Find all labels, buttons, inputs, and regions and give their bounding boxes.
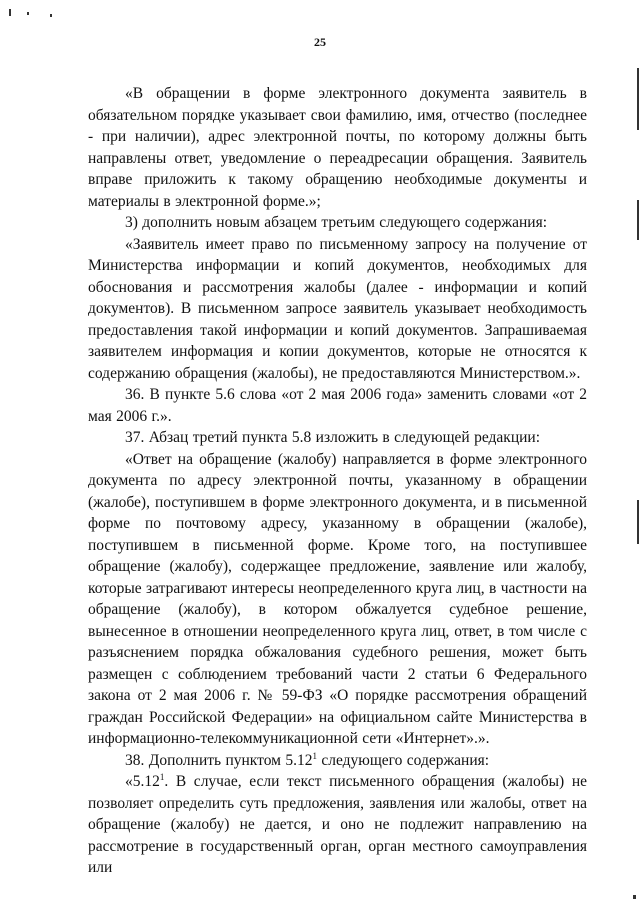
paragraph: 36. В пункте 5.6 слова «от 2 мая 2006 года» заменить словами «от 2 мая 2006 г.». (88, 386, 587, 425)
superscript: 1 (159, 772, 165, 782)
paragraph-text: 38. Дополнить пунктом 5.12 (125, 751, 313, 769)
paragraph-text: следующего содержания: (316, 751, 490, 769)
superscript: 1 (312, 750, 317, 761)
scan-mark (27, 12, 29, 15)
scan-mark (633, 895, 636, 899)
paragraph (88, 771, 587, 879)
scan-mark (637, 68, 639, 130)
scan-mark (637, 500, 639, 544)
body-text (88, 83, 587, 879)
paragraph: 3) дополнить новым абзацем третьим следующего содержания: (125, 214, 548, 231)
scan-mark (637, 200, 639, 240)
scan-mark (50, 14, 52, 17)
paragraph-text: . В случае, если текст письменного обращения (жалобы) не позволяет определить суть предложения, заявления или жалобы, ответ на обращение (жалобу) не дается, и оно не подлежит направлению на рассмотрение в государственный орган, орган местного самоуправления или (88, 773, 587, 876)
paragraph-text: «5.12 (125, 773, 160, 790)
paragraph (88, 750, 587, 772)
paragraph: «Ответ на обращение (жалобу) направляется в форме электронного документа по адресу электронной почты, указанному в обращении (жалобе), поступившем в форме электронного документа, и в письменной форме по почтовому адресу, указанному в обращении (жалобе), поступившем в письменной форме. Кроме того, на поступившее обращение (жалобу), содержащее предложение, заявление или жалобу, которые затрагивают интересы неопределенного круга лиц, в частности на обращение (жалобу), в котором обжалуется судебное решение, вынесенное в отношении неопределенного круга лиц, ответ, в том числе с разъяснением порядка обжалования судебного решения, может быть размещен с соблюдением требований части 2 статьи 6 Федерального закона от 2 мая 2006 г. № 59-ФЗ «О порядке рассмотрения обращений граждан Российской Федерации» на официальном сайте Министерства в информационно-телекоммуникационной сети «Интернет».». (88, 450, 587, 747)
page-number: 25 (314, 35, 326, 49)
paragraph: 37. Абзац третий пункта 5.8 изложить в следующей редакции: (125, 429, 541, 446)
scan-mark (9, 9, 11, 16)
paragraph: «Заявитель имеет право по письменному запросу на получение от Министерства информации и копий документов, необходимых для обоснования и рассмотрения жалобы (далее - информации и копий документов). В письменном запросе заявитель указывает необходимость предоставления такой информации и копий документов. Запрашиваемая заявителем информация и копии документов, которые не относятся к содержанию обращения (жалобы), не предоставляются Министерством.». (88, 235, 587, 382)
paragraph: «В обращении в форме электронного документа заявитель в обязательном порядке указывает свои фамилию, имя, отчество (последнее - при наличии), адрес электронной почты, по которому должны быть направлены ответ, уведомление о переадресации обращения. Заявитель вправе приложить к такому обращению необходимые документы и материалы в электронной форме.»; (88, 85, 587, 210)
